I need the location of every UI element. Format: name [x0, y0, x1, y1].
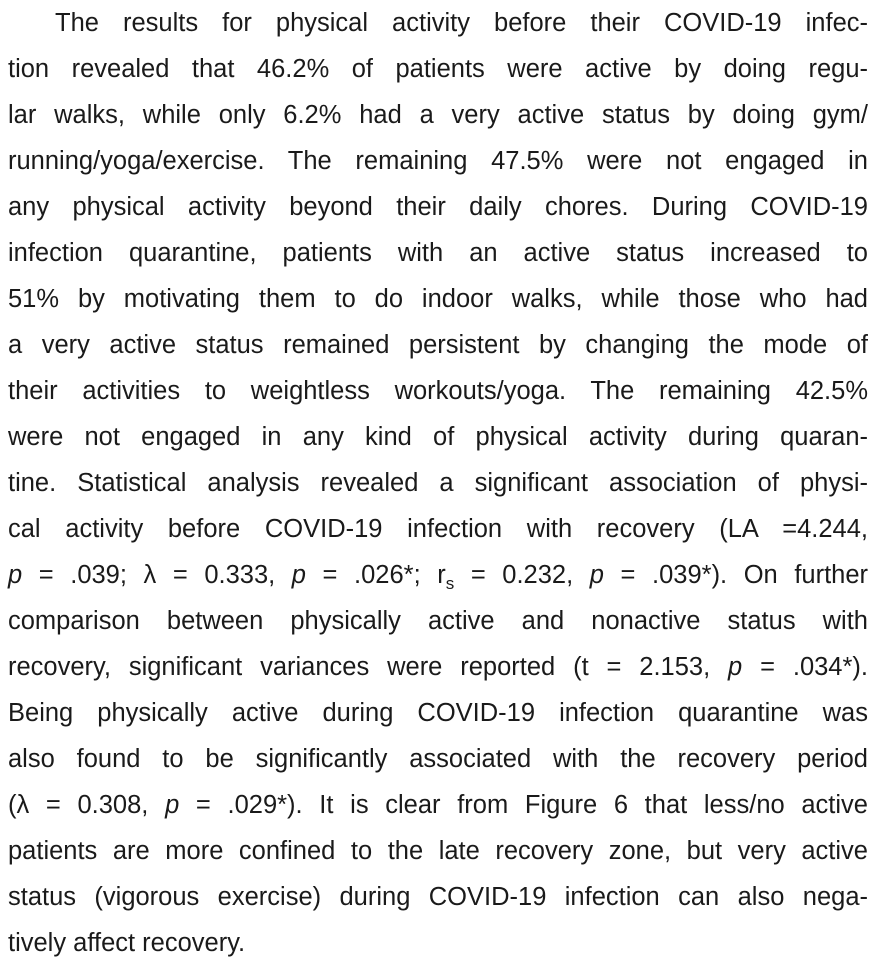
- paragraph-line: The results for physical activity before their COVID-19 infec-: [55, 9, 868, 37]
- paragraph-line: lar walks, while only 6.2% had a very active status by doing gym/: [8, 101, 868, 129]
- paragraph-line: any physical activity beyond their daily chores. During COVID-19: [8, 193, 868, 221]
- line-segment: = .039*). On further: [603, 561, 869, 589]
- paragraph-line: comparison between physically active and nonactive status with: [8, 607, 868, 635]
- paragraph-line: cal activity before COVID-19 infection with recovery (LA =4.244,: [8, 515, 868, 543]
- line-segment: = 0.232,: [454, 561, 590, 589]
- spearman-subscript: s: [445, 573, 455, 593]
- paragraph-line: tively affect recovery.: [8, 929, 246, 957]
- p-value-symbol: p: [165, 791, 180, 819]
- p-value-symbol: p: [291, 561, 306, 589]
- line-segment: recovery, significant variances were reported (t = 2.153,: [8, 653, 729, 681]
- paragraph-line-statistics: [8, 644, 868, 690]
- paragraph-line-statistics: [8, 782, 868, 828]
- line-segment: = .039; λ = 0.333,: [22, 561, 292, 589]
- paragraph-line: infection quarantine, patients with an active status increased to: [8, 239, 868, 267]
- paragraph-line: running/yoga/exercise. The remaining 47.5% were not engaged in: [8, 147, 868, 175]
- p-value-symbol: p: [728, 653, 743, 681]
- line-segment: (λ = 0.308,: [8, 791, 166, 819]
- paragraph-line: status (vigorous exercise) during COVID-19 infection can also nega-: [8, 883, 868, 911]
- paragraph-line: a very active status remained persistent by changing the mode of: [8, 331, 868, 359]
- paragraph-line: 51% by motivating them to do indoor walks, while those who had: [8, 285, 868, 313]
- paragraph-line: tine. Statistical analysis revealed a significant association of physi-: [8, 469, 868, 497]
- line-segment: = .034*).: [742, 653, 868, 681]
- paragraph-line: Being physically active during COVID-19 infection quarantine was: [8, 699, 868, 727]
- paragraph-line: patients are more confined to the late recovery zone, but very active: [8, 837, 868, 865]
- line-segment: = .029*). It is clear from Figure 6 that less/no active: [179, 791, 868, 819]
- body-paragraph: [8, 0, 868, 966]
- p-value-symbol: p: [8, 561, 23, 589]
- paragraph-line: were not engaged in any kind of physical activity during quaran-: [8, 423, 868, 451]
- p-value-symbol: p: [589, 561, 604, 589]
- paragraph-line: their activities to weightless workouts/yoga. The remaining 42.5%: [8, 377, 868, 405]
- paragraph-line: also found to be significantly associated with the recovery period: [8, 745, 868, 773]
- paragraph-line-statistics: [8, 552, 868, 598]
- paragraph-line: tion revealed that 46.2% of patients were active by doing regu-: [8, 55, 868, 83]
- line-segment: = .026*; r: [305, 561, 446, 589]
